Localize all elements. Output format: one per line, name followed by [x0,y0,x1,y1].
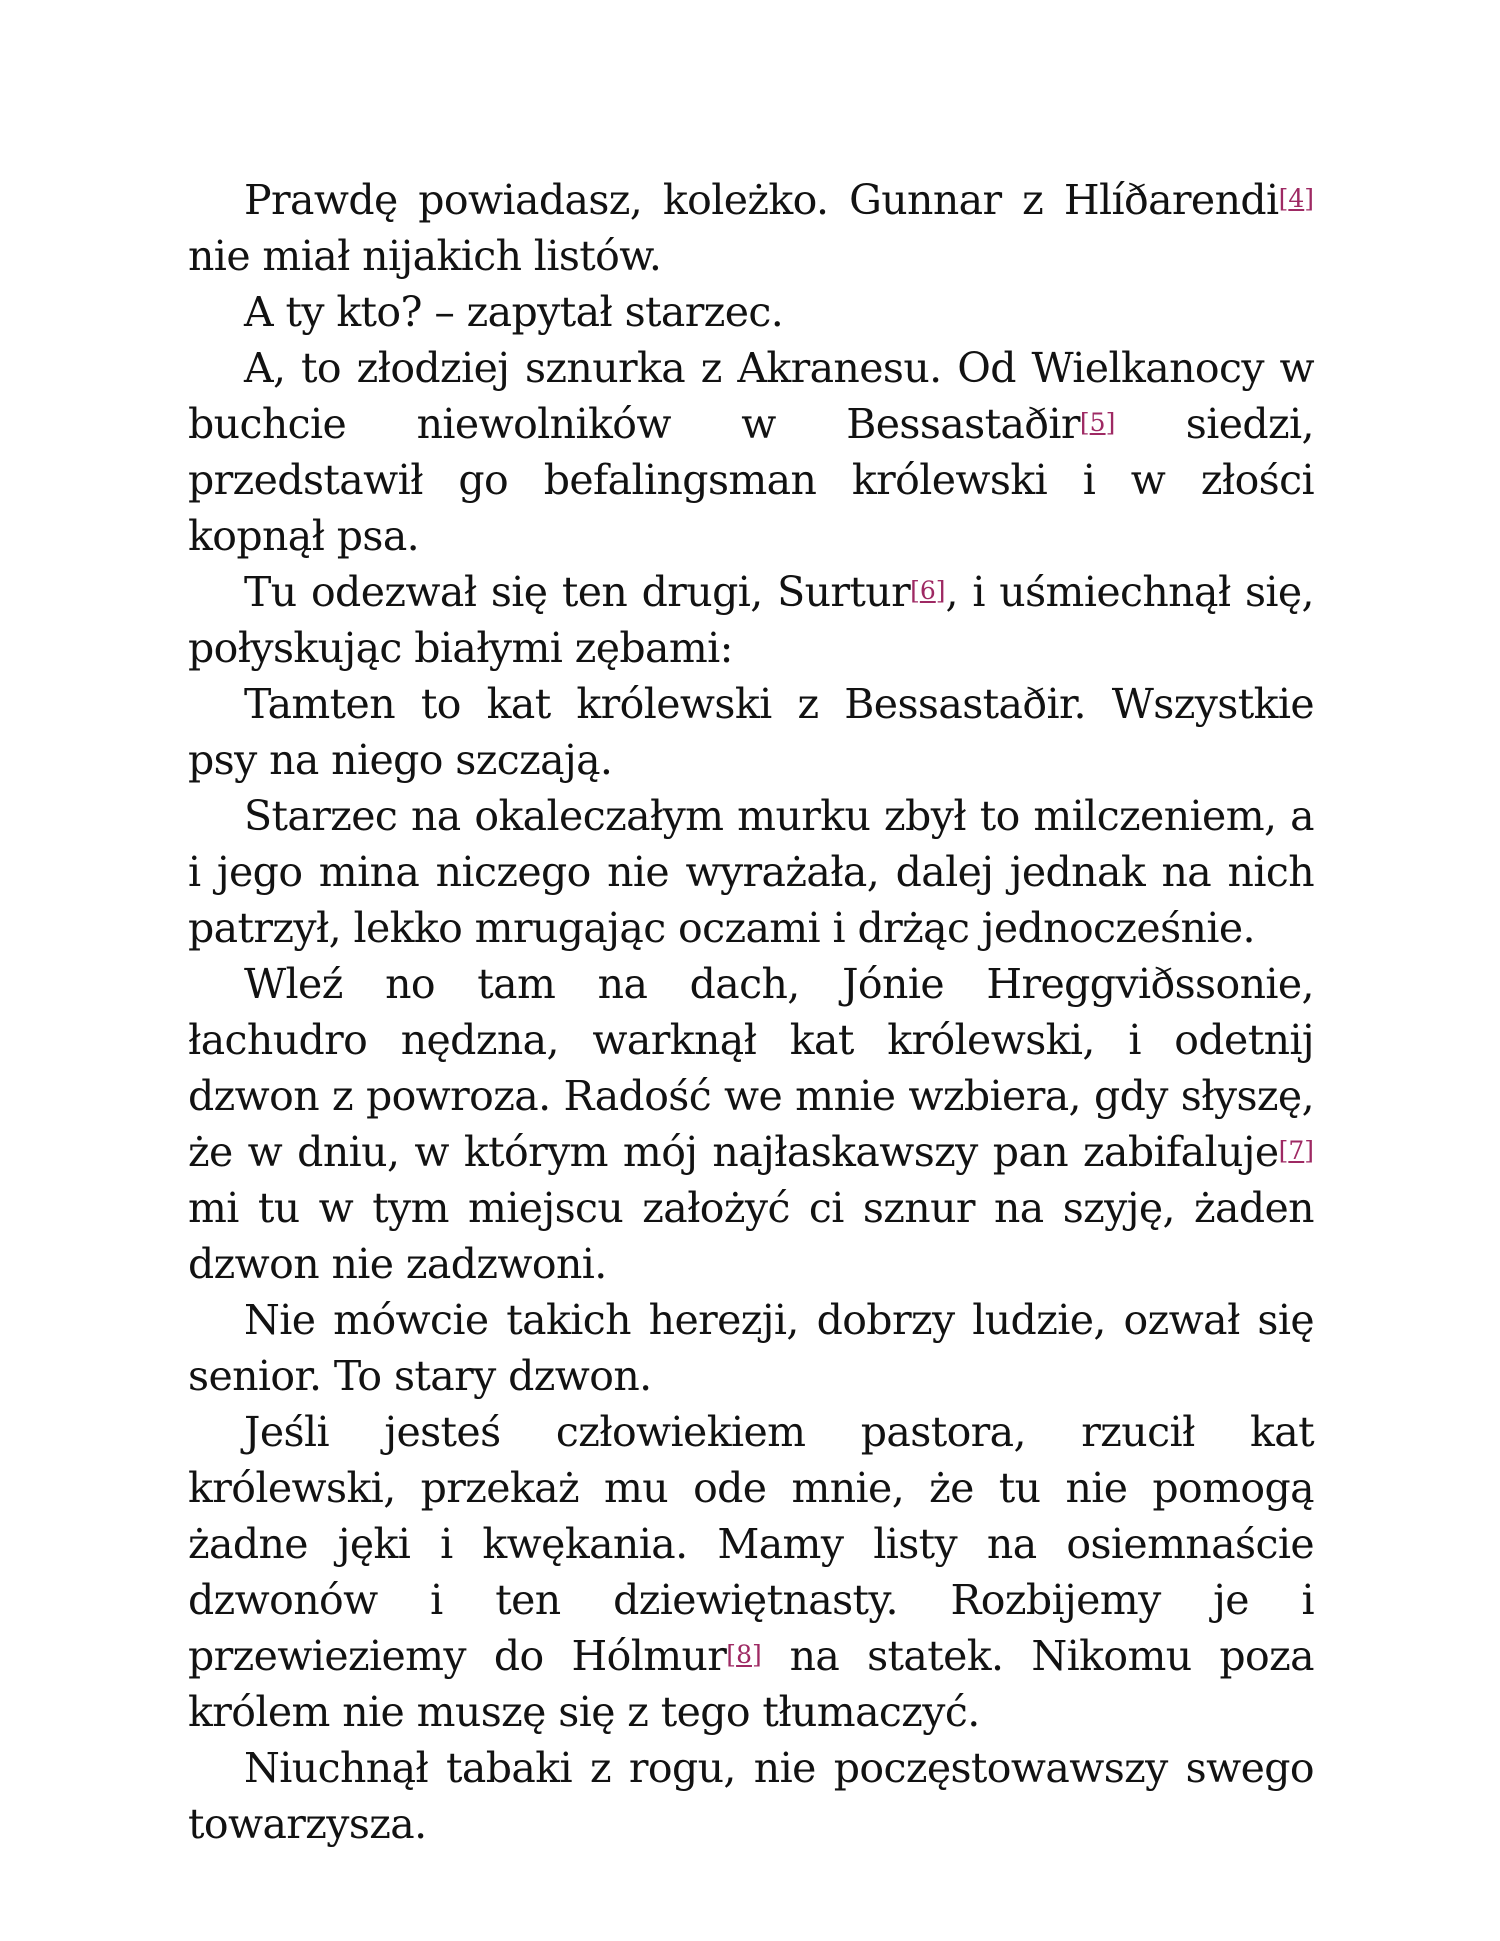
body-text: Wleź no tam na dach, Jónie Hreggviðssonie, łachudro nędzna, warknął kat królewski, i odetnij dzwon z powroza. Radość we mnie wzbiera, gdy słyszę, że w dniu, w którym mój najłaskawszy pan zabifaluje [188,960,1314,1176]
body-text: Starzec na okaleczałym murku zbył to milczeniem, a i jego mina niczego nie wyrażała, dalej jednak na nich patrzył, lekko mrugając oczami i drżąc jednocześnie. [188,792,1314,952]
body-text: na statek. Nikomu poza królem nie muszę się z tego tłumaczyć. [188,1632,1314,1736]
body-text: , i uśmiechnął się, połyskując białymi zębami: [188,568,1314,672]
paragraph [188,676,1314,788]
footnote-ref[interactable] [1279,1128,1314,1176]
footnote-ref[interactable] [726,1632,761,1680]
footnote-ref-label: [4] [1278,184,1314,213]
body-text: Tu odezwał się ten drugi, Surtur [244,568,911,616]
paragraph [188,284,1314,340]
footnote-ref[interactable] [1080,400,1115,448]
body-text: Tamten to kat królewski z Bessastaðir. Wszystkie psy na niego szczają. [188,680,1314,784]
footnote-number: 8 [736,1640,752,1669]
paragraph [188,956,1314,1292]
footnote-number: 4 [1288,184,1305,213]
paragraph [188,1292,1314,1404]
footnote-ref-label: [7] [1278,1136,1314,1165]
body-text: Niuchnął tabaki z rogu, nie poczęstowawszy swego towarzysza. [188,1744,1314,1848]
body-text: Jeśli jesteś człowiekiem pastora, rzucił kat królewski, przekaż mu ode mnie, że tu nie pomogą żadne jęki i kwękania. Mamy listy na osiemnaście dzwonów i ten dziewiętnasty. Rozbijemy je i przewieziemy do Hólmur [188,1408,1314,1680]
body-text: Nie mówcie takich herezji, dobrzy ludzie, ozwał się senior. To stary dzwon. [188,1296,1314,1400]
paragraph [188,788,1314,956]
body-text: A, to złodziej sznurka z Akranesu. Od Wielkanocy w buchcie niewolników w Bessastaðir [188,344,1314,448]
footnote-ref-label: [6] [910,576,946,605]
body-text: A ty kto? – zapytał starzec. [244,288,784,336]
text-column [188,172,1314,1852]
body-text: nie miał nijakich listów. [188,232,662,280]
paragraph [188,1740,1314,1852]
footnote-ref-label: [5] [1079,408,1116,437]
footnote-ref[interactable] [1279,176,1314,224]
footnote-number: 6 [919,576,936,605]
body-text: siedzi, przedstawił go befalingsman królewski i w złości kopnął psa. [188,400,1314,560]
paragraph [188,1404,1314,1740]
footnote-ref-label: [8] [726,1640,762,1669]
body-text: mi tu w tym miejscu założyć ci sznur na szyję, żaden dzwon nie zadzwoni. [188,1184,1314,1288]
body-text: Prawdę powiadasz, koleżko. Gunnar z Hlíðarendi [244,176,1279,224]
paragraph [188,564,1314,676]
paragraph [188,340,1314,564]
footnote-number: 7 [1288,1136,1305,1165]
footnote-ref[interactable] [910,568,945,616]
paragraph [188,172,1314,284]
footnote-number: 5 [1089,408,1106,437]
